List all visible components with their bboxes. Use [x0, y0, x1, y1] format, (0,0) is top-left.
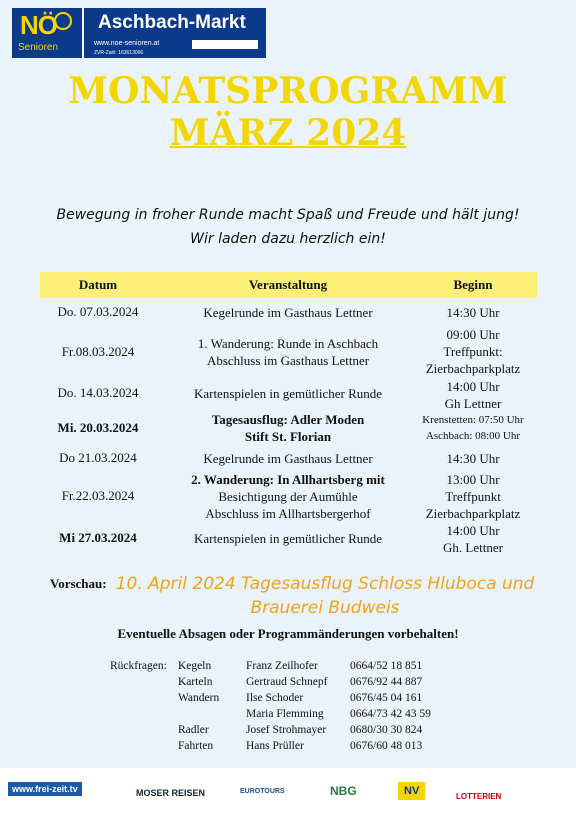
contact-name: Ilse Schoder: [246, 692, 304, 704]
row-start: [412, 378, 534, 412]
contact-row: [110, 660, 490, 676]
contact-phone: 0680/30 30 824: [350, 724, 423, 736]
preview-text: 10. April 2024 Tagesausflug Schloss Hluboca und Brauerei Budweis: [115, 574, 535, 618]
row-date: Mi. 20.03.2024: [57, 420, 139, 435]
row-event: Kegelrunde im Gasthaus Lettner: [203, 451, 373, 466]
row-date: Mi 27.03.2024: [59, 530, 137, 545]
row-start-line: 13:00 Uhr: [446, 472, 500, 487]
month-title: MÄRZ 2024: [169, 112, 407, 154]
row-start: 14:30 Uhr: [446, 305, 500, 320]
row-event: [170, 471, 406, 522]
row-start-line: Zierbachparkplatz: [425, 506, 521, 521]
page-subtitle: [0, 112, 576, 154]
row-event-line: Abschluss im Allhartsbergerhof: [205, 506, 371, 521]
contact-row: [110, 740, 490, 756]
contact-phone: 0676/92 44 887: [350, 676, 423, 688]
contact-phone: 0676/60 48 013: [350, 740, 423, 752]
contact-name: Josef Strohmayer: [246, 724, 327, 736]
row-start-line: Gh Lettner: [444, 396, 502, 411]
contact-row: [110, 724, 490, 740]
row-start-line: Krenstetten: 07:50 Uhr: [422, 414, 524, 426]
row-start-line: Aschbach: 08:00 Uhr: [425, 430, 521, 442]
contact-row: [110, 692, 490, 708]
contact-activity: Kegeln: [178, 660, 212, 672]
logo-sub: Senioren: [18, 42, 59, 53]
zvr-number: ZVR-Zahl: 163613066: [94, 50, 144, 56]
row-start-line: 09:00 Uhr: [446, 327, 500, 342]
sponsor-badge-icon: [192, 40, 258, 49]
logo-circle-icon: [54, 12, 72, 30]
col-header-event: Veranstaltung: [248, 277, 328, 292]
row-start: [412, 522, 534, 556]
tagline-line2: Wir laden dazu herzlich ein!: [190, 231, 386, 247]
contact-activity: Wandern: [178, 692, 220, 704]
noe-senioren-logo: [12, 8, 82, 58]
row-start-line: 14:00 Uhr: [446, 379, 500, 394]
organization-title: Aschbach-Markt: [98, 12, 246, 33]
row-start-line: Gh. Lettner: [443, 540, 503, 555]
logo-text: NÖ: [20, 10, 57, 40]
contact-row: [110, 676, 490, 692]
row-date: Do. 14.03.2024: [57, 385, 139, 400]
row-event-line: 1. Wanderung: Runde in Aschbach: [197, 336, 379, 351]
contact-name: Maria Flemming: [246, 708, 324, 720]
row-start-line: Treffpunkt:: [443, 344, 503, 359]
notice-text: Eventuelle Absagen oder Programmänderungen vorbehalten!: [117, 626, 459, 641]
row-date: Do 21.03.2024: [59, 450, 137, 465]
sponsor-footer: [0, 768, 576, 815]
row-start: 14:30 Uhr: [446, 451, 500, 466]
tagline-line1: Bewegung in froher Runde macht Spaß und Freude und hält jung!: [56, 207, 520, 223]
contact-activity: Karteln: [178, 676, 213, 688]
row-event-line: Besichtigung der Aumühle: [218, 489, 358, 504]
row-date: Do. 07.03.2024: [57, 304, 139, 319]
sponsor-moser-logo: MOSER REISEN: [136, 788, 206, 798]
contacts-label: Rückfragen:: [110, 660, 167, 672]
row-date: Fr.08.03.2024: [61, 344, 135, 359]
row-event: [170, 411, 406, 445]
row-start-line: Zierbachparkplatz: [425, 361, 521, 376]
sponsor-lotterien-logo: LOTTERIEN: [456, 792, 502, 801]
row-event: [170, 335, 406, 369]
row-start: [412, 471, 534, 522]
banner-text-area: [82, 8, 266, 58]
contact-phone: 0676/45 04 161: [350, 692, 423, 704]
organization-website[interactable]: www.noe-senioren.at: [94, 40, 160, 47]
col-header-start: Beginn: [453, 277, 493, 292]
header-banner: [12, 8, 266, 58]
row-start: [412, 326, 534, 377]
row-event-line: 2. Wanderung: In Allhartsberg mit: [191, 472, 385, 487]
row-event-line: Tagesausflug: Adler Moden: [211, 412, 365, 427]
row-event-line: Stift St. Florian: [244, 429, 332, 444]
row-start: [412, 412, 534, 444]
sponsor-nv-logo: NV: [398, 782, 425, 800]
row-start-line: 14:00 Uhr: [446, 523, 500, 538]
contact-phone: 0664/73 42 43 59: [350, 708, 431, 720]
row-event-line: Abschluss im Gasthaus Lettner: [206, 353, 370, 368]
row-start-line: Treffpunkt: [445, 489, 501, 504]
sponsor-eurotours-logo: EUROTOURS: [240, 788, 285, 795]
contact-row: [110, 708, 490, 724]
contact-name: Hans Prüller: [246, 740, 304, 752]
contact-name: Franz Zeilhofer: [246, 660, 318, 672]
sponsor-nbg-logo: NBG: [330, 784, 357, 798]
contact-phone: 0664/52 18 851: [350, 660, 423, 672]
row-date: Fr.22.03.2024: [61, 488, 135, 503]
contact-activity: Fahrten: [178, 740, 214, 752]
page-title: MONATSPROGRAMM: [68, 70, 508, 112]
row-event: Kegelrunde im Gasthaus Lettner: [203, 305, 373, 320]
sponsor-freizeit-logo: www.frei-zeit.tv: [8, 782, 82, 796]
row-event: Kartenspielen in gemütlicher Runde: [193, 531, 383, 546]
col-header-date: Datum: [78, 277, 118, 292]
table-header: [40, 272, 537, 298]
contact-name: Gertraud Schnepf: [246, 676, 328, 688]
preview-label: Vorschau:: [50, 576, 107, 591]
contact-activity: Radler: [178, 724, 209, 736]
row-event: Kartenspielen in gemütlicher Runde: [193, 386, 383, 401]
